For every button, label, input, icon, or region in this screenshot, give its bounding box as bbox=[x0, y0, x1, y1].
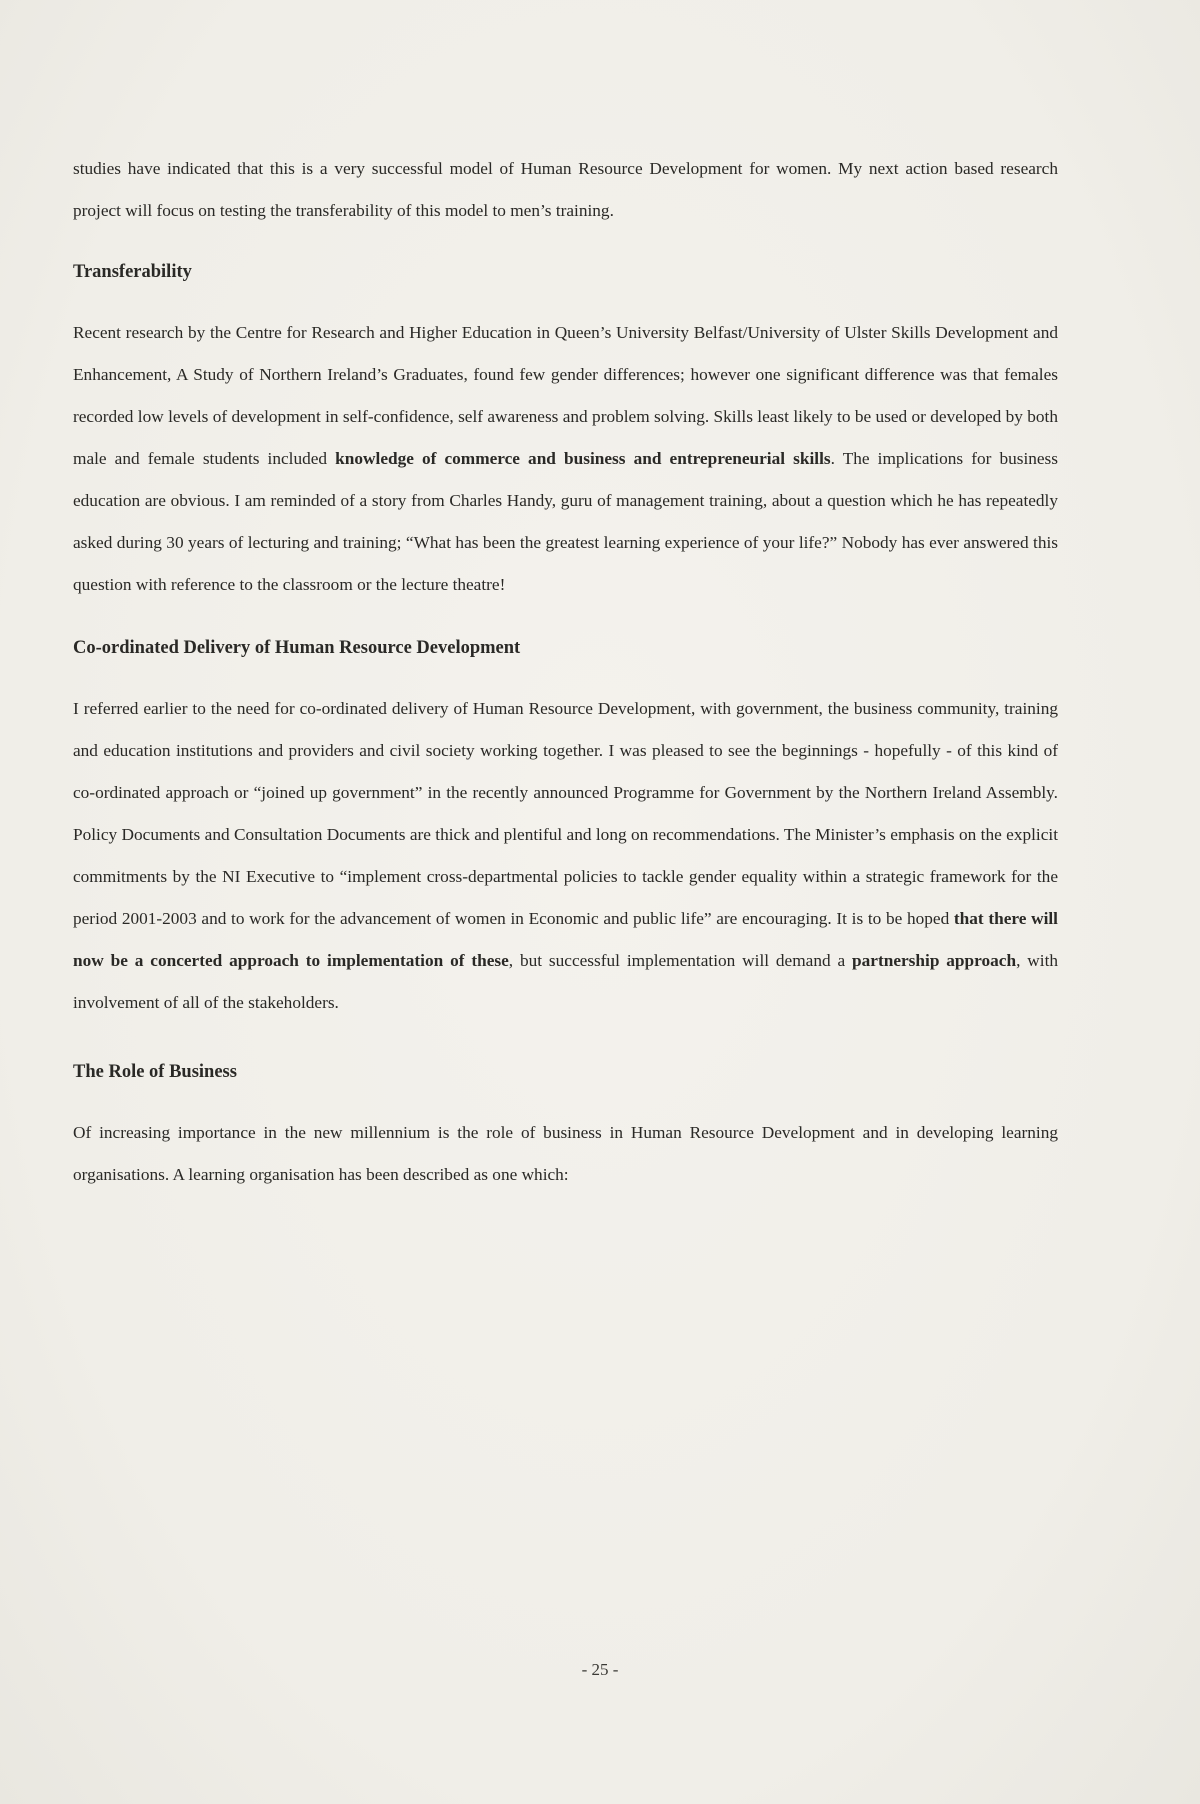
coordinated-text-2: , but successful implementation will demand a bbox=[508, 951, 853, 970]
coordinated-delivery-paragraph bbox=[73, 688, 1058, 1024]
transferability-bold-1: knowledge of commerce and business and entrepreneurial skills bbox=[335, 449, 831, 468]
transferability-heading: Transferability bbox=[73, 262, 192, 282]
transferability-text-1: Recent research by the Centre for Research and Higher Education in Queen’s University Belfast/University of Ulster Skills Development and Enhancement, A Study of Northern Ireland’s Graduates, found few gender differences; however one significant difference was that females recorded low levels of development in self-confidence, self awareness and problem solving. Skills least likely to be used or developed by both male and female students included bbox=[73, 323, 1058, 468]
transferability-text-2: . The implications for business education are obvious. I am reminded of a story from Charles Handy, guru of management training, about a question which he has repeatedly asked during 30 years of lecturing and training; “What has been the greatest learning experience of your life?” Nobody has ever answered this question with reference to the classroom or the lecture theatre! bbox=[73, 449, 1059, 594]
page-body bbox=[73, 148, 1058, 1196]
page-number: - 25 - bbox=[581, 1660, 619, 1679]
transferability-paragraph bbox=[73, 312, 1058, 606]
coordinated-text-3: , with involvement of all of the stakeholders. bbox=[73, 951, 1059, 1012]
role-of-business-heading: The Role of Business bbox=[73, 1062, 237, 1082]
coordinated-text-1: I referred earlier to the need for co-ordinated delivery of Human Resource Development, with government, the business community, training and education institutions and providers and civil society working together. I was pleased to see the beginnings - hopefully - of this kind of co-ordinated approach or “joined up government” in the recently announced Programme for Government by the Northern Ireland Assembly. Policy Documents and Consultation Documents are thick and plentiful and long on recommendations. The Minister’s emphasis on the explicit commitments by the NI Executive to “implement cross-departmental policies to tackle gender equality within a strategic framework for the period 2001-2003 and to work for the advancement of women in Economic and public life” are encouraging. It is to be hoped bbox=[73, 699, 1058, 928]
coordinated-bold-2: partnership approach bbox=[852, 951, 1017, 970]
coordinated-delivery-heading: Co-ordinated Delivery of Human Resource Development bbox=[73, 638, 521, 658]
role-of-business-paragraph: Of increasing importance in the new millennium is the role of business in Human Resource Development and in developing learning organisations. A learning organisation has been described as one which: bbox=[73, 1123, 1058, 1184]
intro-paragraph: studies have indicated that this is a very successful model of Human Resource Development for women. My next action based research project will focus on testing the transferability of this model to men’s training. bbox=[73, 159, 1058, 220]
coordinated-bold-1: that there will now be a concerted approach to implementation of these bbox=[73, 909, 1058, 970]
